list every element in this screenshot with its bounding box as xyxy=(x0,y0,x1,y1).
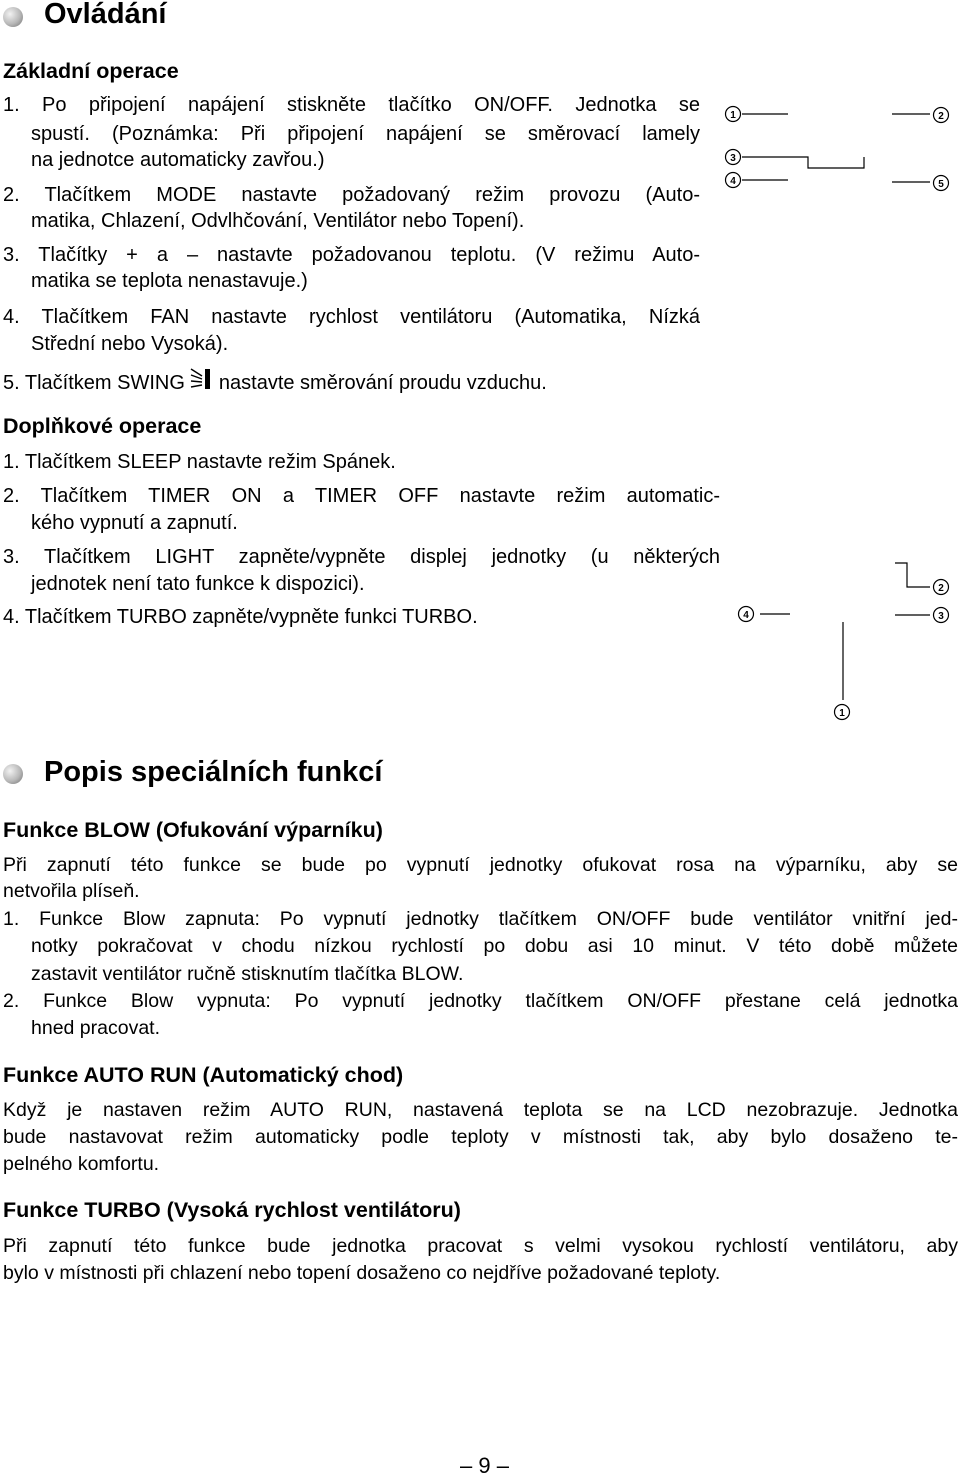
blow-item1-line-1: 1. Funkce Blow zapnuta: Po vypnutí jednotky tlačítkem ON/OFF bude ventilátor vnitřní jed- xyxy=(3,908,958,930)
basic-line-7: matika se teplota nenastavuje.) xyxy=(31,270,308,292)
additional-line-6: 4. Tlačítkem TURBO zapněte/vypněte funkci TURBO. xyxy=(3,606,478,628)
blow-item2-line-1: 2. Funkce Blow vypnuta: Po vypnutí jednotky tlačítkem ON/OFF přestane celá jednotka xyxy=(3,990,958,1012)
blow-item2-line-2: hned pracovat. xyxy=(31,1017,161,1039)
svg-text:1: 1 xyxy=(730,110,736,121)
svg-text:3: 3 xyxy=(938,611,944,622)
blow-item1-line-2: notky pokračovat v chodu nízkou rychlostí po dobu asi 10 minut. V této době můžete xyxy=(31,935,958,957)
callout-4-lower-icon xyxy=(739,607,754,622)
additional-line-2: 2. Tlačítkem TIMER ON a TIMER OFF nastavte režim automatic- xyxy=(3,485,720,507)
swing-text-before: 5. Tlačítkem SWING xyxy=(3,371,185,394)
section-title-special-functions: Popis speciálních funkcí xyxy=(44,756,383,788)
heading-auto-run: Funkce AUTO RUN (Automatický chod) xyxy=(3,1063,404,1087)
blow-intro-line-2: netvořila plíseň. xyxy=(3,880,140,902)
swing-text-after: nastavte směrování proudu vzduchu. xyxy=(218,371,547,394)
heading-turbo: Funkce TURBO (Vysoká rychlost ventilátoru) xyxy=(3,1198,461,1222)
additional-line-1: 1. Tlačítkem SLEEP nastavte režim Spánek. xyxy=(3,451,396,473)
section-bullet-icon-2 xyxy=(3,764,23,784)
autorun-line-1: Když je nastaven režim AUTO RUN, nastavená teplota se na LCD nezobrazuje. Jednotka xyxy=(3,1099,958,1121)
autorun-line-3: pelného komfortu. xyxy=(3,1153,160,1175)
additional-line-4: 3. Tlačítkem LIGHT zapněte/vypněte displej jednotky (u některých xyxy=(3,546,720,568)
basic-line-3: na jednotce automaticky zavřou.) xyxy=(31,149,325,171)
basic-line-5: matika, Chlazení, Odvlhčování, Ventilátor nebo Topení). xyxy=(31,210,525,232)
basic-line-9: Střední nebo Vysoká). xyxy=(31,333,229,355)
blow-item1-line-3: zastavit ventilátor ručně stisknutím tlačítka BLOW. xyxy=(31,963,464,985)
turbo-line-2: bylo v místnosti při chlazení nebo topení dosaženo co nejdříve požadované teploty. xyxy=(3,1262,721,1284)
heading-additional-operations: Doplňkové operace xyxy=(3,414,202,438)
additional-line-5: jednotek není tato funkce k dispozici). xyxy=(31,573,365,595)
section-title-ovladani: Ovládání xyxy=(44,0,167,30)
heading-basic-operations: Základní operace xyxy=(3,59,179,83)
heading-blow: Funkce BLOW (Ofukování výparníku) xyxy=(3,818,383,842)
basic-line-4: 2. Tlačítkem MODE nastavte požadovaný režim provozu (Auto- xyxy=(3,184,700,206)
svg-text:4: 4 xyxy=(743,610,749,621)
svg-text:2: 2 xyxy=(938,583,944,594)
callout-3-lower-icon xyxy=(934,608,949,623)
basic-line-2: spustí. (Poznámka: Při připojení napájení se směrovací lamely xyxy=(31,123,700,145)
svg-text:2: 2 xyxy=(938,111,944,122)
callout-1-lower-icon xyxy=(835,705,850,720)
svg-text:3: 3 xyxy=(730,153,736,164)
basic-line-8: 4. Tlačítkem FAN nastavte rychlost ventilátoru (Automatika, Nízká xyxy=(3,306,700,328)
svg-text:5: 5 xyxy=(938,179,944,190)
turbo-line-1: Při zapnutí této funkce bude jednotka pracovat s velmi vysokou rychlostí ventilátoru, aby xyxy=(3,1235,958,1257)
basic-line-6: 3. Tlačítky + a – nastavte požadovanou teplotu. (V režimu Auto- xyxy=(3,244,700,266)
autorun-line-2: bude nastavovat režim automaticky podle teploty v místnosti tak, aby bylo dosaženo te- xyxy=(3,1126,958,1148)
basic-line-1: 1. Po připojení napájení stiskněte tlačítko ON/OFF. Jednotka se xyxy=(3,94,700,116)
svg-text:1: 1 xyxy=(839,708,845,719)
callout-2-lower-icon xyxy=(934,580,949,595)
additional-line-3: kého vypnutí a zapnutí. xyxy=(31,512,238,534)
page-number: – 9 – xyxy=(460,1453,509,1478)
svg-text:4: 4 xyxy=(730,176,736,187)
blow-intro-line-1: Při zapnutí této funkce se bude po vypnutí jednotky ofukovat rosa na výparníku, aby se xyxy=(3,854,958,876)
